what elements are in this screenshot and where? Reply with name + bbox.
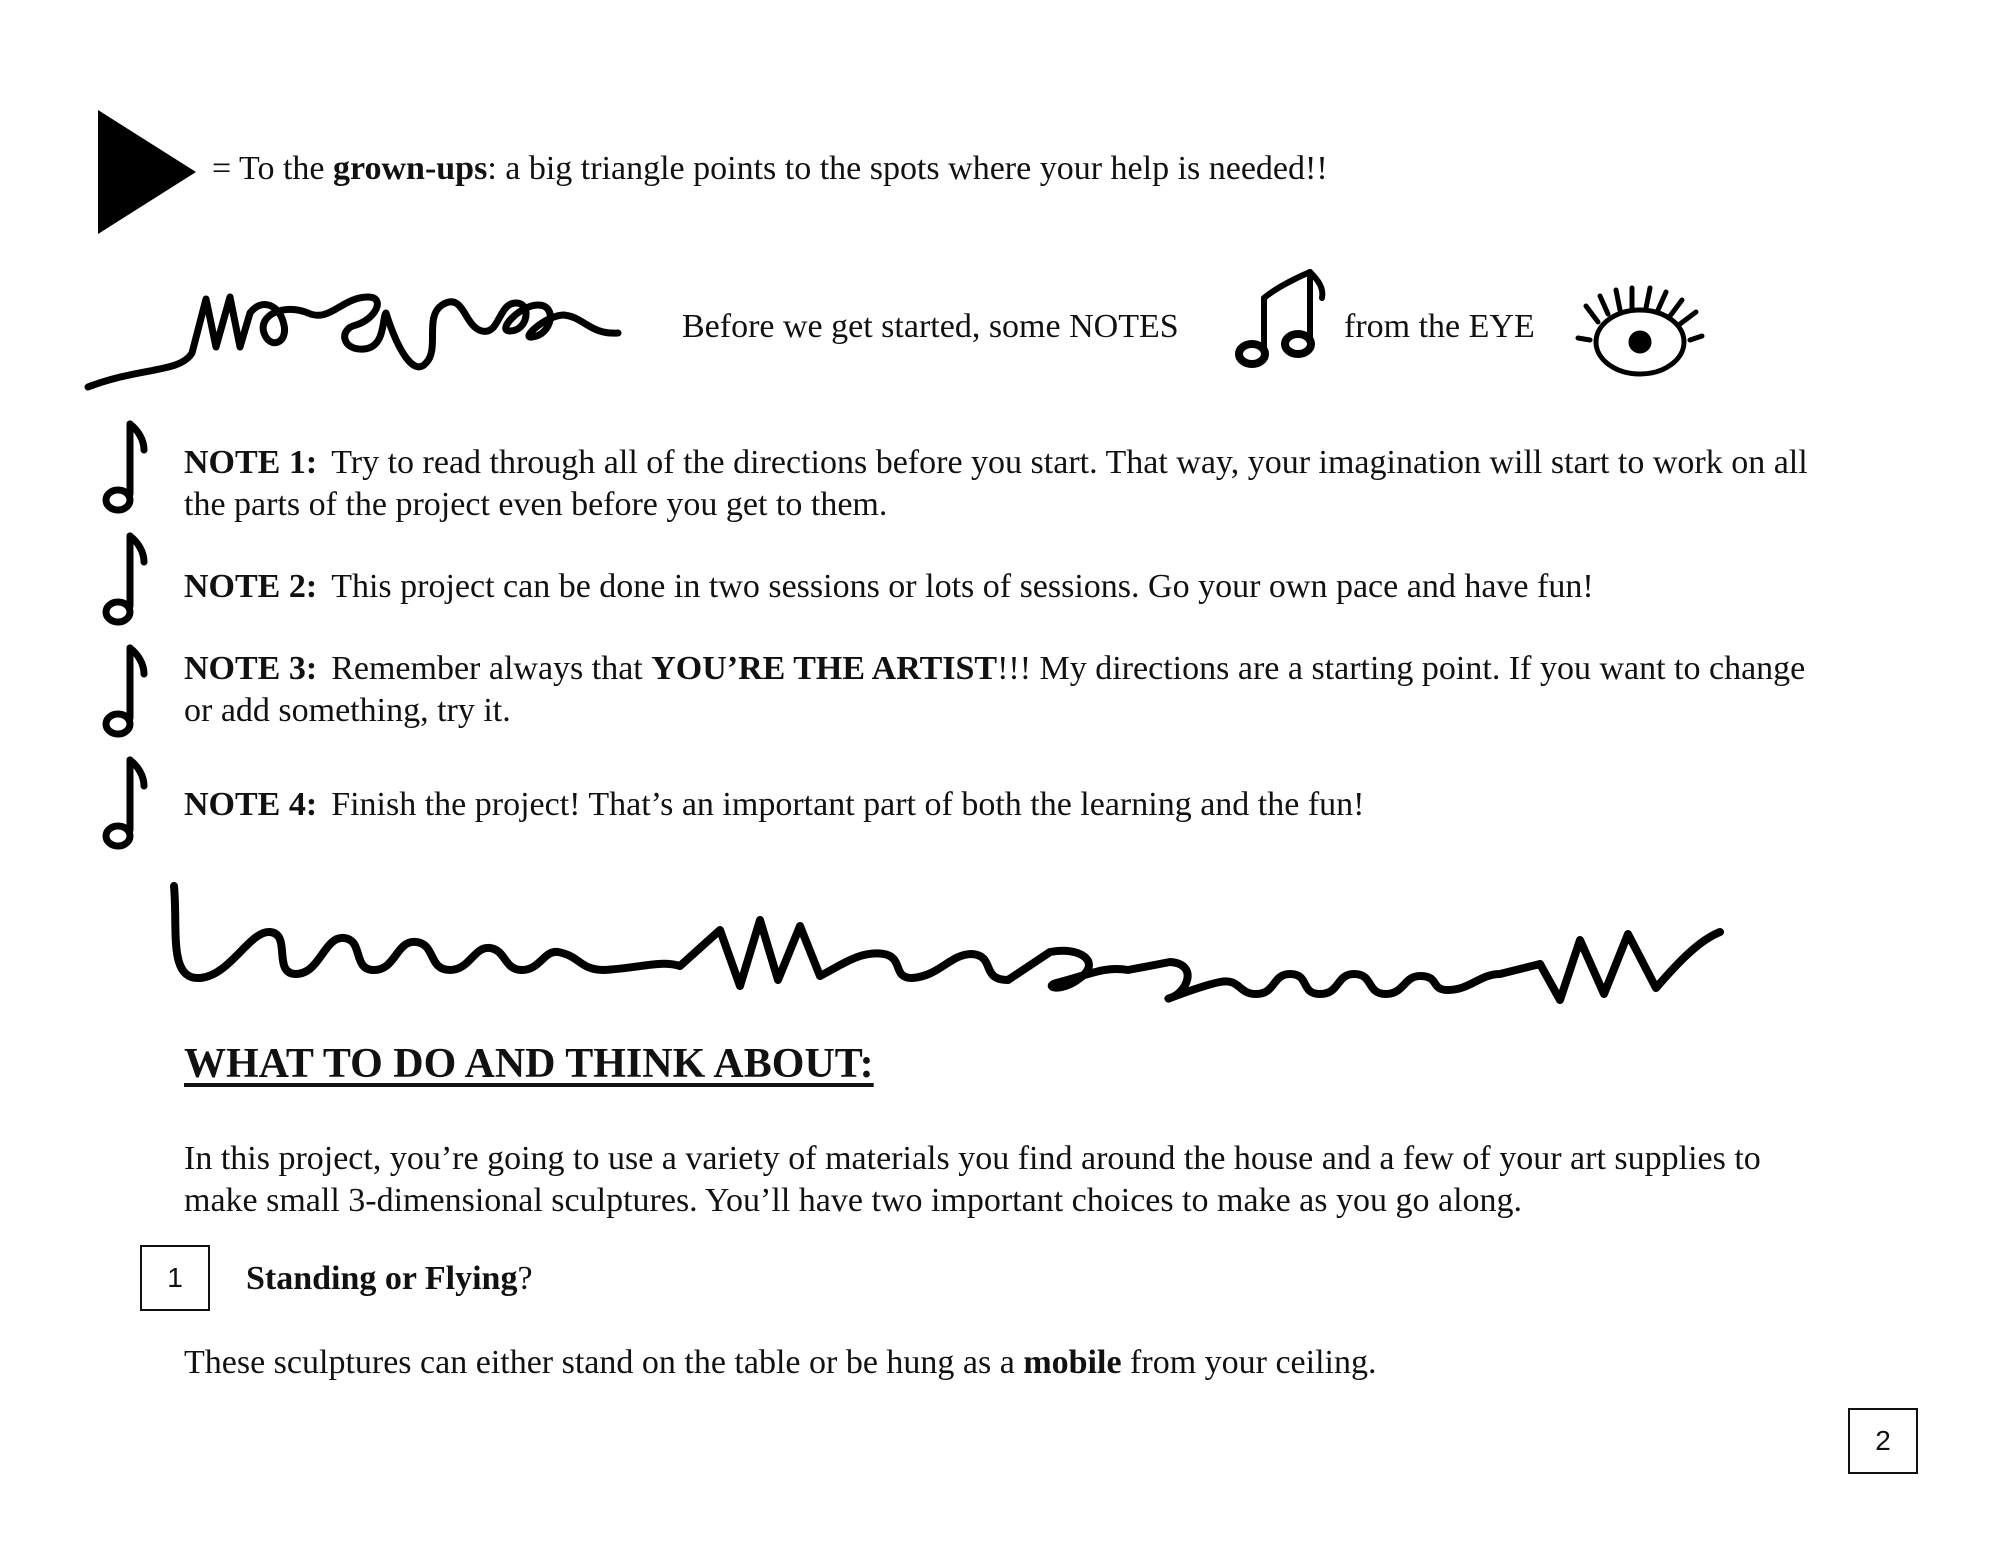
scribble-decoration-top — [80, 255, 660, 405]
note-4: NOTE 4: Finish the project! That’s an important part of both the learning and the fun! — [184, 786, 1365, 823]
triangle-pointer-icon — [98, 110, 198, 235]
scribble-decoration-bottom — [160, 870, 1860, 1050]
music-note-icon — [100, 418, 150, 518]
eye-icon — [1576, 276, 1706, 386]
note-2: NOTE 2: This project can be done in two sessions or lots of sessions. Go your own pace and have fun! — [184, 568, 1594, 605]
section-paragraph: In this project, you’re going to use a variety of materials you find around the house and a few of your art supplies to make small 3-dimensional sculptures. You’ll have two important choices to make as you go along. — [184, 1140, 1761, 1219]
choice-title: Standing or Flying? — [246, 1260, 533, 1297]
choice-body: These sculptures can either stand on the table or be hung as a mobile from your ceiling. — [184, 1344, 1377, 1381]
note-1: NOTE 1: Try to read through all of the directions before you start. That way, your imagination will start to work on all the parts of the project even before you get to them. — [184, 444, 1808, 523]
music-note-icon — [100, 530, 150, 630]
intro-text-eye: from the EYE — [1344, 308, 1535, 345]
page-number: 2 — [1848, 1408, 1918, 1474]
grown-ups-legend: = To the grown-ups: a big triangle points to the spots where your help is needed!! — [212, 150, 1328, 187]
note-3: NOTE 3: Remember always that YOU’RE THE ARTIST!!! My directions are a starting point. If you want to change or add something, try it. — [184, 650, 1806, 729]
step-number-box: 1 — [140, 1245, 210, 1311]
section-heading: WHAT TO DO AND THINK ABOUT: — [184, 1041, 874, 1087]
music-note-icon — [100, 754, 150, 854]
intro-text: Before we get started, some NOTES — [682, 308, 1179, 345]
music-notes-icon — [1226, 262, 1326, 372]
music-note-icon — [100, 642, 150, 742]
